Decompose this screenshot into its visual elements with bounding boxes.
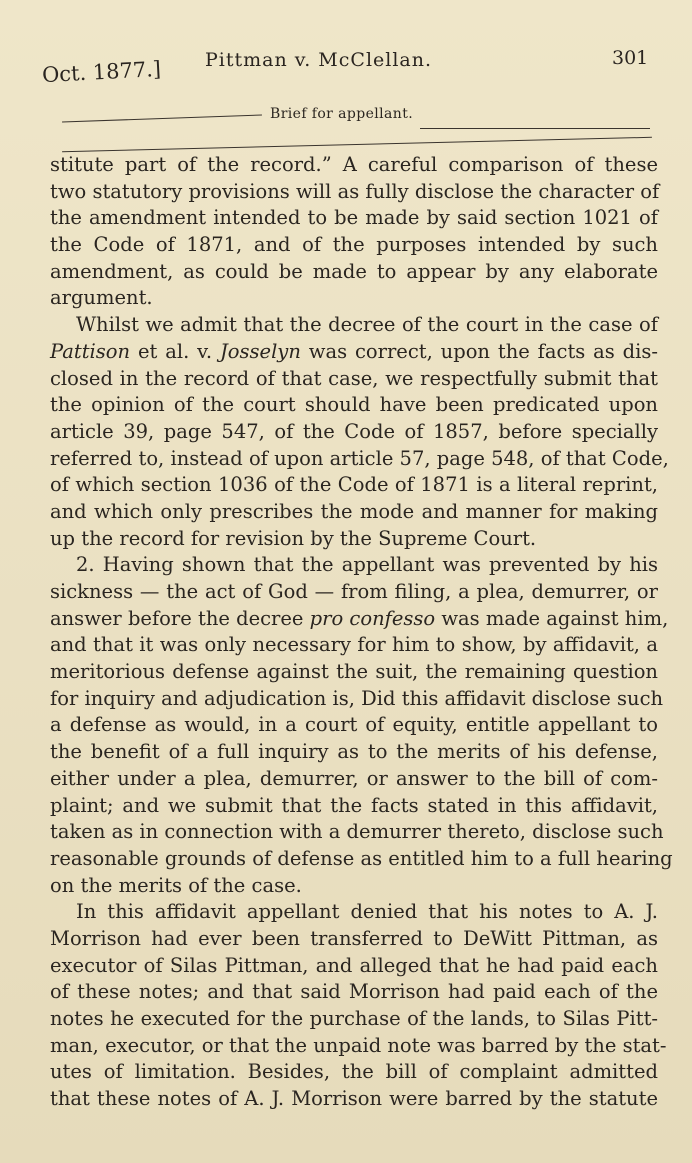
text-line: up the record for revision by the Supreme Court.: [50, 526, 537, 550]
header-date: Oct. 1877.]: [41, 56, 162, 88]
text-line: In this affidavit appellant denied that his notes to A. J.: [76, 900, 658, 924]
text-fragment: answer before the decree: [50, 606, 310, 630]
text-line: either under a plea, demurrer, or answer to the bill of com-: [50, 766, 658, 790]
text-line: the Code of 1871, and of the purposes intended by such: [50, 233, 658, 257]
paragraph-2: [50, 312, 669, 552]
text-line: argument.: [50, 286, 153, 310]
text-line: and which only prescribes the mode and manner for making: [50, 499, 658, 523]
text-line: notes he executed for the purchase of the lands, to Silas Pitt-: [50, 1007, 658, 1030]
text-line: [50, 339, 658, 366]
header-title: Pittman v. McClellan.: [205, 49, 433, 71]
text-line: a defense as would, in a court of equity, entitle appellant to: [50, 713, 658, 737]
page-body: [50, 152, 673, 1113]
text-line: article 39, page 547, of the Code of 1857, before specially: [50, 419, 658, 443]
text-line: of which section 1036 of the Code of 1871 is a literal reprint,: [50, 473, 658, 497]
text-fragment: was made against him,: [435, 606, 669, 630]
text-line: the benefit of a full inquiry as to the merits of his defense,: [50, 740, 658, 764]
text-line: Morrison had ever been transferred to DeWitt Pittman, as: [50, 926, 658, 950]
text-line: utes of limitation. Besides, the bill of complaint admitted: [50, 1060, 658, 1084]
text-line: referred to, instead of upon article 57, page 548, of that Code,: [50, 446, 669, 470]
text-fragment: et al. v.: [130, 339, 220, 363]
text-line: for inquiry and adjudication is, Did this affidavit disclose such: [50, 686, 664, 710]
text-line: executor of Silas Pittman, and alleged that he had paid each: [50, 953, 658, 977]
text-line: taken as in connection with a demurrer thereto, disclose such: [50, 820, 664, 844]
running-head: [0, 0, 692, 130]
paragraph-1: [50, 152, 658, 312]
text-line: plaint; and we submit that the facts stated in this affidavit,: [50, 793, 658, 817]
header-rule-full: [62, 137, 652, 152]
text-line: 2. Having shown that the appellant was prevented by his: [76, 553, 658, 577]
text-line: the amendment intended to be made by said section 1021 of: [50, 206, 658, 230]
latin-phrase: pro confesso: [309, 606, 436, 630]
text-line: reasonable grounds of defense as entitled him to a full hearing: [50, 846, 673, 870]
text-line: stitute part of the record.” A careful comparison of these: [50, 153, 658, 176]
text-line: that these notes of A. J. Morrison were barred by the statute: [50, 1087, 658, 1111]
case-name-pattison: Pattison: [50, 339, 131, 363]
paragraph-4: [50, 899, 667, 1113]
text-fragment: was correct, upon the facts as dis-: [300, 339, 658, 363]
text-line: amendment, as could be made to appear by any elaborate: [50, 259, 658, 283]
header-rule-left: [62, 115, 262, 123]
text-line: the opinion of the court should have been predicated upon: [50, 393, 658, 417]
subheading: Brief for appellant.: [270, 106, 414, 122]
text-line: and that it was only necessary for him to show, by affidavit, a: [50, 633, 658, 657]
text-line: [50, 606, 669, 633]
text-line: on the merits of the case.: [50, 873, 302, 897]
text-line: two statutory provisions will as fully disclose the character of: [50, 179, 660, 203]
text-line: sickness — the act of God — from filing, a plea, demurrer, or: [50, 580, 658, 603]
page-number: 301: [612, 47, 649, 69]
text-line: of these notes; and that said Morrison had paid each of the: [50, 980, 658, 1004]
text-line: closed in the record of that case, we respectfully submit that: [50, 366, 658, 390]
paragraph-3: [50, 552, 673, 899]
text-line: man, executor, or that the unpaid note was barred by the stat-: [50, 1033, 667, 1057]
text-line: meritorious defense against the suit, the remaining question: [50, 660, 658, 684]
header-rule-right: [420, 128, 650, 129]
text-line: Whilst we admit that the decree of the court in the case of: [76, 313, 658, 337]
case-name-josselyn: Josselyn: [219, 339, 301, 363]
